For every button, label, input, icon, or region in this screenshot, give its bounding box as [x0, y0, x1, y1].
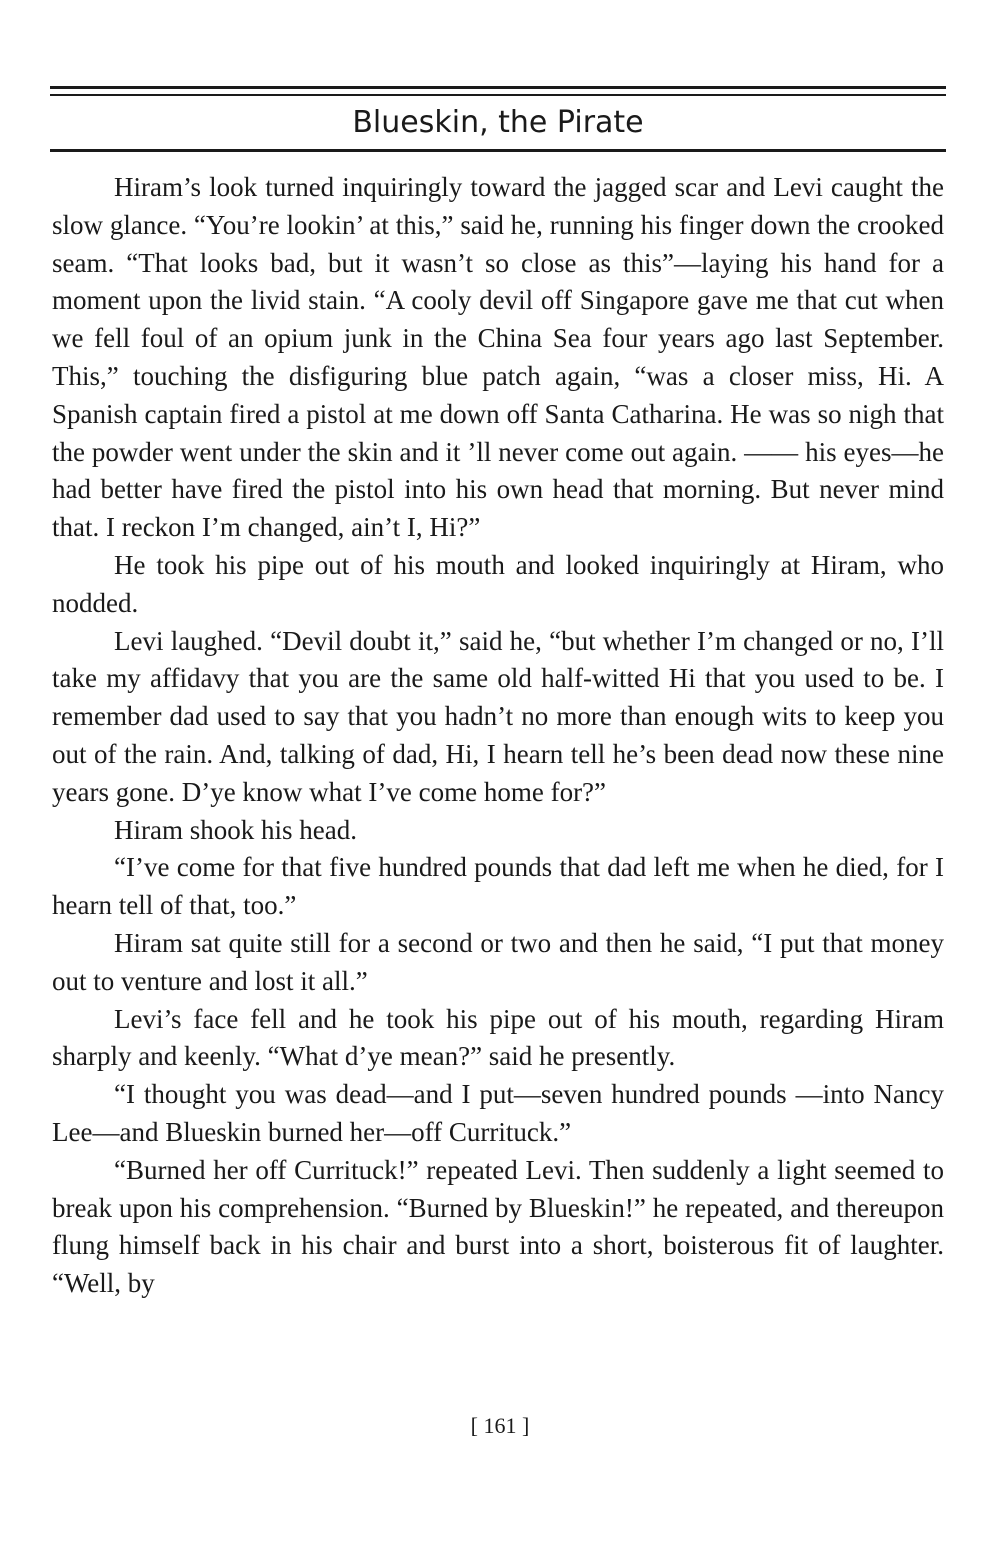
body-text — [52, 169, 944, 1303]
paragraph: Hiram sat quite still for a second or two and then he said, “I put that money out to venture and lost it all.” — [52, 927, 944, 996]
paragraph: Levi laughed. “Devil doubt it,” said he, “but whether I’m changed or no, I’ll take my affidavy that you are the same old half-witted Hi that you used to be. I remember dad used to say that you hadn’t no more than enough wits to keep you out of the rain. And, talking of dad, Hi, I hearn tell he’s been dead now these nine years gone. D’ye know what I’ve come home for?” — [52, 625, 944, 807]
paragraph: “I’ve come for that five hundred pounds that dad left me when he died, for I hearn tell of that, too.” — [52, 852, 944, 921]
paragraph: “Burned her off Currituck!” repeated Levi. Then suddenly a light seemed to break upon his comprehension. “Burned by Blueskin!” he repeated, and thereupon flung himself back in his chair and burst into a short, boisterous fit of laughter. “Well, by — [52, 1154, 944, 1299]
running-head: Blueskin, the Pirate — [352, 105, 644, 140]
paragraph: Hiram shook his head. — [114, 814, 357, 845]
header-double-rule — [50, 86, 946, 96]
header-bottom-rule — [50, 149, 946, 152]
page-number: [ 161 ] — [470, 1413, 530, 1438]
paragraph: Hiram’s look turned inquiringly toward the jagged scar and Levi caught the slow glance. “You’re lookin’ at this,” said he, running his finger down the crooked seam. “That looks bad, but it wasn’t so close as this”—laying his hand for a moment upon the livid stain. “A cooly devil off Singapore gave me that cut when we fell foul of an opium junk in the China Sea four years ago last September. This,” touching the disfiguring blue patch again, “was a closer miss, Hi. A Spanish captain fired a pistol at me down off Santa Catharina. He was so nigh that the powder went under the skin and it ’ll never come out again. —— his eyes—he had better have fired the pistol into his own head that morning. But never mind that. I reckon I’m changed, ain’t I, Hi?” — [52, 172, 944, 543]
paragraph: “I thought you was dead—and I put—seven hundred pounds —into Nancy Lee—and Blueskin burned her—off Currituck.” — [52, 1079, 944, 1147]
paragraph: He took his pipe out of his mouth and looked inquiringly at Hiram, who nodded. — [52, 549, 944, 618]
paragraph: Levi’s face fell and he took his pipe out of his mouth, regarding Hiram sharply and keenly. “What d’ye mean?” said he presently. — [52, 1003, 944, 1072]
